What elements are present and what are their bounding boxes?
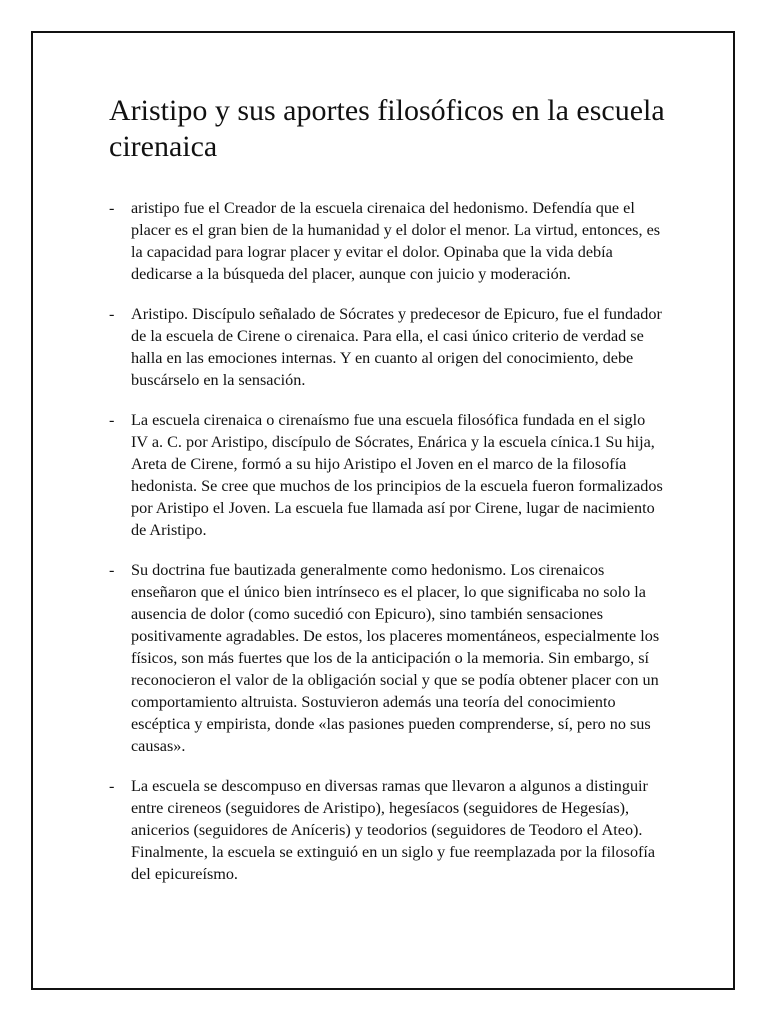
bullet-list	[109, 197, 665, 903]
bullet-item-2	[109, 303, 665, 391]
document-page	[31, 31, 735, 990]
bullet-text: Su doctrina fue bautizada generalmente como hedonismo. Los cirenaicos enseñaron que el único bien intrínseco es el placer, lo que significaba no solo la ausencia de dolor (como sucedió con Epicuro), sino también sensaciones positivamente agradables. De estos, los placeres momentáneos, especialmente los físicos, son más fuertes que los de la anticipación o la memoria. Sin embargo, sí reconocieron el valor de la obligación social y que se podía obtener placer con un comportamiento altruista. Sostuvieron además una teoría del conocimiento escéptica y empirista, donde «las pasiones pueden comprenderse, sí, pero no sus causas».	[131, 561, 660, 755]
bullet-text: La escuela cirenaica o cirenaísmo fue una escuela filosófica fundada en el siglo IV a. C. por Aristipo, discípulo de Sócrates, Enárica y la escuela cínica.1 Su hija, Areta de Cirene, formó a su hijo Aristipo el Joven en el marco de la filosofía hedonista. Se cree que muchos de los principios de la escuela fueron formalizados por Aristipo el Joven. La escuela fue llamada así por Cirene, lugar de nacimiento de Aristipo.	[131, 411, 663, 539]
bullet-item-4	[109, 559, 665, 757]
bullet-marker: -	[109, 561, 115, 579]
bullet-marker: -	[109, 411, 115, 429]
bullet-text: aristipo fue el Creador de la escuela cirenaica del hedonismo. Defendía que el placer es el gran bien de la humanidad y el dolor el menor. La virtud, entonces, es la capacidad para lograr placer y evitar el dolor. Opinaba que la vida debía dedicarse a la búsqueda del placer, aunque con juicio y moderación.	[131, 199, 661, 283]
bullet-marker: -	[109, 199, 115, 217]
bullet-marker: -	[109, 777, 115, 795]
bullet-text: Aristipo. Discípulo señalado de Sócrates y predecesor de Epicuro, fue el fundador de la escuela de Cirene o cirenaica. Para ella, el casi único criterio de verdad se halla en las emociones internas. Y en cuanto al origen del conocimiento, debe buscárselo en la sensación.	[131, 305, 662, 389]
bullet-item-1	[109, 197, 665, 285]
document-title: Aristipo y sus aportes filosóficos en la escuela cirenaica	[109, 94, 665, 163]
bullet-item-3	[109, 409, 665, 541]
bullet-marker: -	[109, 305, 115, 323]
bullet-item-5	[109, 775, 665, 885]
bullet-text: La escuela se descompuso en diversas ramas que llevaron a algunos a distinguir entre cireneos (seguidores de Aristipo), hegesíacos (seguidores de Hegesías), anicerios (seguidores de Aníceris) y teodorios (seguidores de Teodoro el Ateo). Finalmente, la escuela se extinguió en un siglo y fue reemplazada por la filosofía del epicureísmo.	[131, 777, 656, 883]
